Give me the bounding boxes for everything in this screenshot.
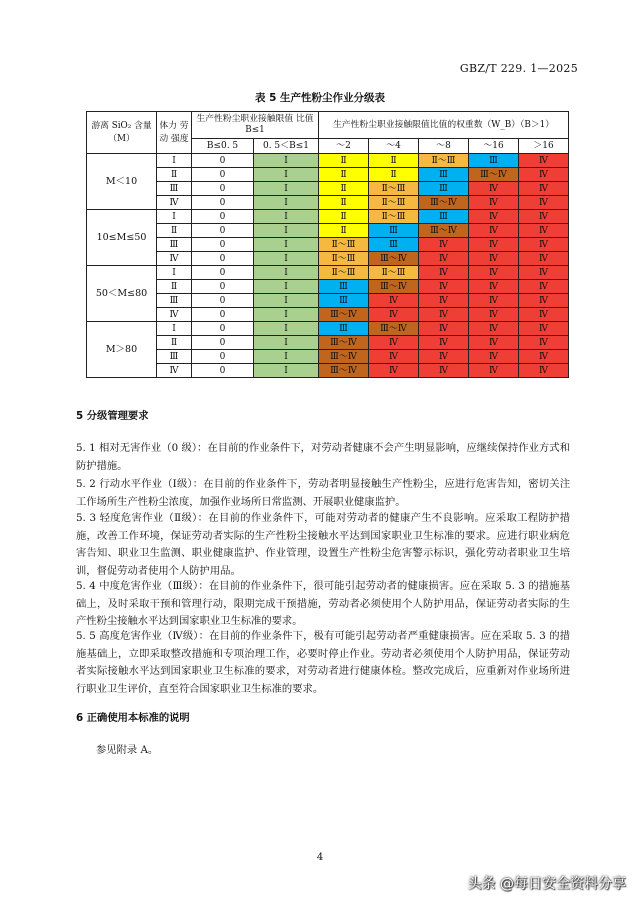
- grade-cell: Ⅲ～Ⅳ: [469, 168, 519, 182]
- grade-cell: Ⅳ: [519, 266, 569, 280]
- grade-cell: Ⅳ: [469, 336, 519, 350]
- table-row: [87, 364, 569, 378]
- grade-cell: Ⅳ: [519, 308, 569, 322]
- subheader-cell: ＞16: [519, 139, 569, 154]
- table-row: [87, 210, 569, 224]
- grade-cell: Ⅲ: [369, 238, 419, 252]
- grade-cell: Ⅳ: [469, 210, 519, 224]
- page-number: 4: [316, 852, 324, 863]
- paragraph-5-4: 5. 4 中度危害作业（Ⅲ级）：在目前的作业条件下，很可能引起劳动者的健康损害。应在采取 5. 3 的措施基础上，及时采取干预和管理行动，限期完成干预措施，劳动者必须使用个人防护用品，保证劳动者实际的生产性粉尘接触水平达到国家职业卫生标准的要求。: [76, 580, 570, 627]
- grade-cell: 0: [192, 294, 254, 308]
- grade-cell: Ⅱ～Ⅲ: [319, 252, 369, 266]
- intensity-cell: Ⅱ: [157, 336, 192, 350]
- grade-cell: Ⅱ: [369, 168, 419, 182]
- grade-cell: Ⅰ: [254, 182, 319, 196]
- grade-cell: Ⅰ: [254, 238, 319, 252]
- header-ratio-le1: 生产性粉尘职业接触限值 比值 B≤1: [192, 112, 319, 139]
- paragraph-5-3: 5. 3 轻度危害作业（Ⅱ级）：在目前的作业条件下，可能对劳动者的健康产生不良影响。应采取工程防护措施，改善工作环境，保证劳动者实际的生产性粉尘接触水平达到国家职业卫生标准的要求。应进行职业病危害告知、职业卫生监测、职业健康监护、作业管理，设置生产性粉尘危害警示标识，强化劳动者职业卫生培训，督促劳动者使用个人防护用品。: [76, 512, 570, 577]
- table-row: [87, 294, 569, 308]
- intensity-cell: Ⅲ: [157, 238, 192, 252]
- grade-cell: Ⅳ: [419, 238, 469, 252]
- grade-cell: Ⅲ～Ⅳ: [319, 308, 369, 322]
- grade-cell: Ⅳ: [469, 322, 519, 336]
- grade-cell: Ⅰ: [254, 168, 319, 182]
- grade-cell: Ⅳ: [519, 196, 569, 210]
- grade-cell: Ⅳ: [519, 210, 569, 224]
- grade-cell: 0: [192, 238, 254, 252]
- intensity-cell: Ⅰ: [157, 154, 192, 168]
- grade-cell: Ⅲ: [319, 294, 369, 308]
- grade-cell: Ⅳ: [419, 266, 469, 280]
- grade-cell: 0: [192, 266, 254, 280]
- grade-cell: Ⅰ: [254, 336, 319, 350]
- grade-cell: Ⅲ: [319, 280, 369, 294]
- grade-cell: 0: [192, 364, 254, 378]
- grade-cell: Ⅲ～Ⅳ: [369, 252, 419, 266]
- grade-cell: 0: [192, 350, 254, 364]
- intensity-cell: Ⅱ: [157, 224, 192, 238]
- intensity-cell: Ⅳ: [157, 252, 192, 266]
- grade-cell: Ⅰ: [254, 308, 319, 322]
- grade-cell: Ⅳ: [469, 266, 519, 280]
- table-row: [87, 336, 569, 350]
- grade-cell: Ⅰ: [254, 364, 319, 378]
- grade-cell: Ⅳ: [469, 308, 519, 322]
- grade-cell: Ⅳ: [469, 280, 519, 294]
- grade-cell: Ⅰ: [254, 294, 319, 308]
- table-title: 表 5 生产性粉尘作业分级表: [254, 92, 386, 104]
- section-6-heading: 6 正确使用本标准的说明: [76, 712, 190, 724]
- grade-cell: 0: [192, 196, 254, 210]
- intensity-cell: Ⅰ: [157, 322, 192, 336]
- intensity-cell: Ⅳ: [157, 196, 192, 210]
- grade-cell: Ⅲ～Ⅳ: [419, 224, 469, 238]
- grade-cell: Ⅲ～Ⅳ: [369, 280, 419, 294]
- intensity-cell: Ⅱ: [157, 168, 192, 182]
- grade-cell: Ⅱ: [319, 168, 369, 182]
- grade-cell: Ⅲ: [469, 154, 519, 168]
- subheader-cell: ～8: [419, 139, 469, 154]
- watermark: 头条 @每日安全资料分享: [467, 876, 626, 892]
- grade-cell: Ⅳ: [469, 224, 519, 238]
- grade-cell: Ⅲ～Ⅳ: [369, 322, 419, 336]
- grade-cell: 0: [192, 224, 254, 238]
- grade-cell: Ⅳ: [369, 336, 419, 350]
- grade-cell: Ⅳ: [369, 308, 419, 322]
- subheader-cell: ～4: [369, 139, 419, 154]
- table-row: [87, 322, 569, 336]
- paragraph-5-1: 5. 1 相对无害作业（0 级）：在目前的作业条件下，对劳动者健康不会产生明显影响，应继续保持作业方式和防护措施。: [76, 442, 570, 472]
- grade-cell: Ⅳ: [369, 364, 419, 378]
- table-row: [87, 238, 569, 252]
- grade-cell: Ⅳ: [419, 350, 469, 364]
- grade-cell: Ⅱ: [319, 154, 369, 168]
- grade-cell: 0: [192, 322, 254, 336]
- grade-cell: Ⅱ: [319, 210, 369, 224]
- sio2-range-cell: M＞80: [87, 322, 157, 378]
- grade-cell: Ⅱ～Ⅲ: [369, 196, 419, 210]
- grade-cell: Ⅱ: [319, 182, 369, 196]
- sio2-range-cell: M＜10: [87, 154, 157, 210]
- grade-cell: Ⅳ: [469, 350, 519, 364]
- paragraph-5-2: 5. 2 行动水平作业（Ⅰ级）：在目前的作业条件下，劳动者明显接触生产性粉尘，应进行危害告知，密切关注工作场所生产性粉尘浓度，加强作业场所日常监测、开展职业健康监护。: [76, 478, 570, 508]
- grade-cell: Ⅳ: [369, 294, 419, 308]
- grade-cell: Ⅲ: [419, 210, 469, 224]
- grade-cell: 0: [192, 182, 254, 196]
- intensity-cell: Ⅰ: [157, 266, 192, 280]
- grade-cell: Ⅰ: [254, 280, 319, 294]
- grade-cell: Ⅳ: [469, 238, 519, 252]
- grade-cell: Ⅳ: [519, 182, 569, 196]
- grade-cell: 0: [192, 210, 254, 224]
- subheader-cell: B≤0. 5: [192, 139, 254, 154]
- header-ratio-gt1: 生产性粉尘职业接触限值比值的权重数（W_B）（B＞1）: [319, 112, 569, 139]
- grade-cell: Ⅲ～Ⅳ: [319, 336, 369, 350]
- grade-cell: Ⅲ: [369, 224, 419, 238]
- grade-cell: Ⅰ: [254, 252, 319, 266]
- intensity-cell: Ⅳ: [157, 308, 192, 322]
- grade-cell: Ⅱ～Ⅲ: [369, 210, 419, 224]
- grade-cell: Ⅱ～Ⅲ: [319, 266, 369, 280]
- table-row: [87, 266, 569, 280]
- grade-cell: Ⅳ: [519, 238, 569, 252]
- intensity-cell: Ⅲ: [157, 350, 192, 364]
- table-row: [87, 280, 569, 294]
- grade-cell: Ⅳ: [519, 280, 569, 294]
- grade-cell: Ⅳ: [519, 294, 569, 308]
- intensity-cell: Ⅳ: [157, 364, 192, 378]
- grade-cell: Ⅳ: [519, 350, 569, 364]
- grade-cell: Ⅰ: [254, 350, 319, 364]
- header-intensity: 体力 劳动 强度: [157, 112, 192, 154]
- grade-cell: Ⅰ: [254, 210, 319, 224]
- grade-cell: Ⅱ～Ⅲ: [369, 182, 419, 196]
- intensity-cell: Ⅱ: [157, 280, 192, 294]
- grade-cell: Ⅳ: [419, 252, 469, 266]
- grade-cell: Ⅳ: [419, 308, 469, 322]
- grade-cell: Ⅲ: [319, 322, 369, 336]
- grade-cell: 0: [192, 336, 254, 350]
- grade-cell: 0: [192, 154, 254, 168]
- grade-cell: Ⅳ: [469, 294, 519, 308]
- table-row: [87, 154, 569, 168]
- grade-cell: 0: [192, 280, 254, 294]
- grade-cell: Ⅳ: [469, 182, 519, 196]
- grade-cell: Ⅳ: [419, 322, 469, 336]
- table-row: [87, 308, 569, 322]
- grade-cell: Ⅳ: [519, 224, 569, 238]
- grade-cell: 0: [192, 308, 254, 322]
- grade-cell: Ⅱ: [319, 224, 369, 238]
- grade-cell: 0: [192, 252, 254, 266]
- grade-cell: Ⅳ: [519, 154, 569, 168]
- grade-cell: Ⅳ: [419, 294, 469, 308]
- grade-cell: Ⅳ: [469, 252, 519, 266]
- grade-cell: Ⅲ～Ⅳ: [319, 350, 369, 364]
- grade-cell: Ⅰ: [254, 224, 319, 238]
- grade-cell: Ⅰ: [254, 322, 319, 336]
- table-row: [87, 182, 569, 196]
- subheader-cell: ～2: [319, 139, 369, 154]
- section-5-heading: 5 分级管理要求: [76, 410, 149, 422]
- intensity-cell: Ⅰ: [157, 210, 192, 224]
- subheader-cell: ～16: [469, 139, 519, 154]
- grade-cell: Ⅱ～Ⅲ: [319, 238, 369, 252]
- header-sio2: 游离 SiO₂ 含量（M）: [87, 112, 157, 154]
- grade-cell: Ⅳ: [419, 280, 469, 294]
- table-row: [87, 350, 569, 364]
- grade-cell: Ⅳ: [369, 350, 419, 364]
- grade-cell: Ⅳ: [519, 252, 569, 266]
- table-row: [87, 224, 569, 238]
- paragraph-6: 参见附录 A。: [96, 744, 159, 756]
- subheader-cell: 0. 5＜B≤1: [254, 139, 319, 154]
- grade-cell: Ⅰ: [254, 196, 319, 210]
- grade-cell: Ⅲ～Ⅳ: [319, 364, 369, 378]
- intensity-cell: Ⅲ: [157, 182, 192, 196]
- grade-cell: Ⅲ～Ⅳ: [419, 196, 469, 210]
- dust-grading-table: [86, 111, 569, 378]
- grade-cell: Ⅱ～Ⅲ: [419, 154, 469, 168]
- paragraph-5-5: 5. 5 高度危害作业（Ⅳ级）：在目前的作业条件下，极有可能引起劳动者严重健康损害。应在采取 5. 3 的措施基础上，立即采取整改措施和专项治理工作，必要时停止作业。劳动者必须使用个人防护用品，保证劳动者实际接触水平达到国家职业卫生标准的要求，对劳动者进行健康体检。整改完成后，应重新对作业场所进行职业卫生评价，直至符合国家职业卫生标准的要求。: [76, 630, 570, 695]
- table-row: [87, 168, 569, 182]
- grade-cell: Ⅳ: [519, 364, 569, 378]
- sio2-range-cell: 10≤M≤50: [87, 210, 157, 266]
- grade-cell: Ⅳ: [419, 336, 469, 350]
- grade-cell: Ⅱ～Ⅲ: [369, 266, 419, 280]
- grade-cell: Ⅳ: [419, 364, 469, 378]
- grade-cell: Ⅲ: [419, 168, 469, 182]
- intensity-cell: Ⅲ: [157, 294, 192, 308]
- standard-code: GBZ/T 229. 1—2025: [459, 62, 578, 75]
- grade-cell: Ⅰ: [254, 266, 319, 280]
- grade-cell: 0: [192, 168, 254, 182]
- grade-cell: Ⅳ: [519, 168, 569, 182]
- grade-cell: Ⅲ: [419, 182, 469, 196]
- grade-cell: Ⅰ: [254, 154, 319, 168]
- grade-cell: Ⅳ: [519, 336, 569, 350]
- grade-cell: Ⅳ: [469, 196, 519, 210]
- grade-cell: Ⅳ: [519, 322, 569, 336]
- table-row: [87, 196, 569, 210]
- grade-cell: Ⅱ: [369, 154, 419, 168]
- table-row: [87, 252, 569, 266]
- sio2-range-cell: 50＜M≤80: [87, 266, 157, 322]
- grade-cell: Ⅱ: [319, 196, 369, 210]
- grade-cell: Ⅳ: [469, 364, 519, 378]
